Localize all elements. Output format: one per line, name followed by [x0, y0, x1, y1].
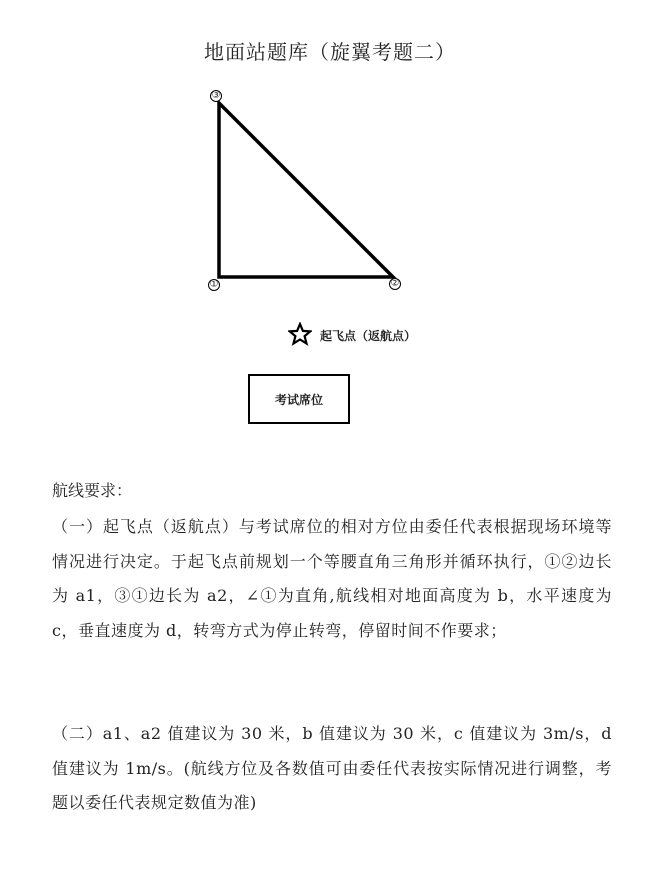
requirement-paragraph-1: （一）起飞点（返航点）与考试席位的相对方位由委任代表根据现场环境等情况进行决定。于起飞点前规划一个等腰直角三角形并循环执行，①②边长为 a1，③①边长为 a2，∠①为直角,航线相对地面高度为 b，水平速度为 c，垂直速度为 d，转弯方式为停止转弯，停留时间不作要求； [52, 517, 612, 640]
page-title: 地面站题库（旋翼考题二） [204, 40, 456, 64]
vertex-label-1: ① [209, 279, 219, 290]
triangle-route [219, 103, 393, 277]
exam-seat-box [248, 374, 350, 424]
vertex-label-3: ③ [211, 90, 221, 101]
requirement-paragraph-2: （二）a1、a2 值建议为 30 米，b 值建议为 30 米，c 值建议为 3m/s，d 值建议为 1m/s。(航线方位及各数值可由委任代表按实际情况进行调整，考题以委任代表规定数值为准) [52, 724, 612, 812]
vertex-label-2: ② [390, 278, 400, 289]
exam-seat-label: 考试席位 [274, 392, 323, 407]
home-point-label: 起飞点（返航点） [320, 329, 417, 343]
star-outline-icon [288, 322, 312, 346]
requirements-heading: 航线要求： [52, 481, 133, 500]
